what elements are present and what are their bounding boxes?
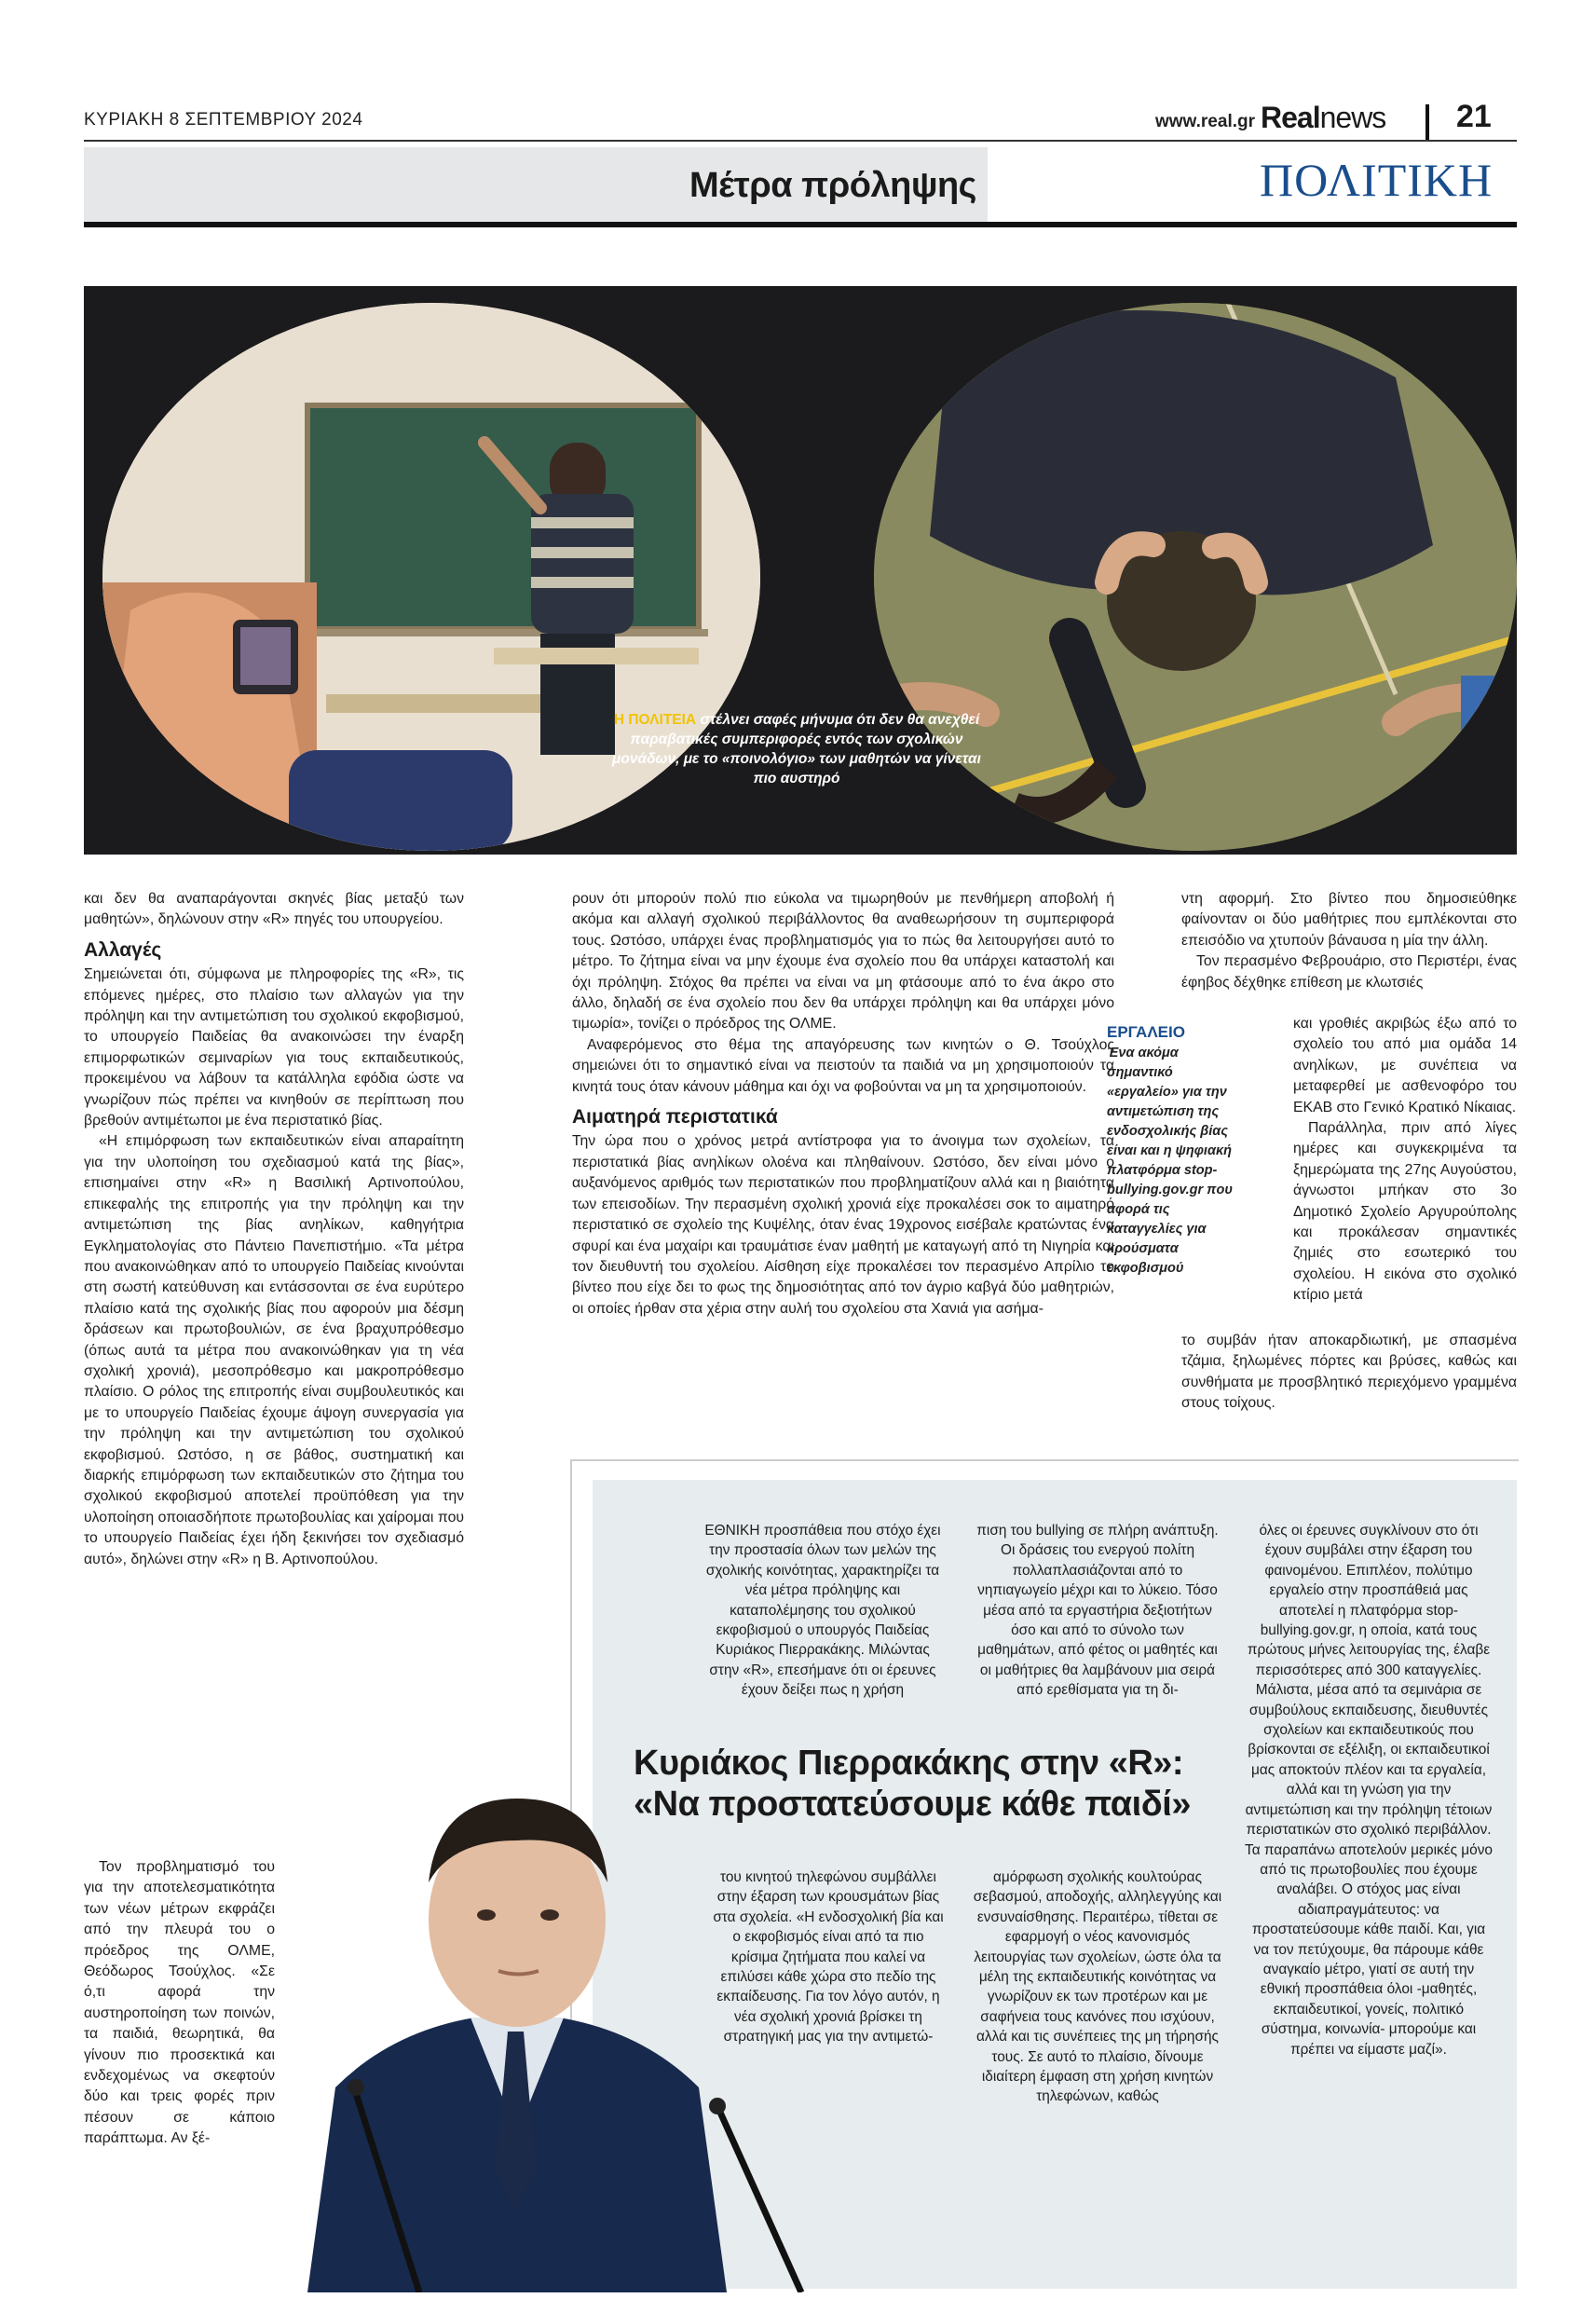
section-title: Μέτρα πρόληψης: [689, 166, 976, 205]
paragraph: του κινητού τηλεφώνου συμβάλλει στην έξαρση των κρουσμάτων βίας στα σχολεία. «Η ενδοσχολική βία και ο εκφοβισμός είναι από τα πιο κρίσιμα ζητήματα που καλεί να επιλύσει κάθε χώρα στο πεδίο της εκπαίδευσης. Για τον λόγο αυτόν, η νέα σχολική χρονιά βρίσκει τη στρατηγική μας για την αντιμετώ-: [713, 1869, 944, 2045]
brand-bold: Real: [1261, 101, 1320, 134]
header-rule: [84, 140, 1517, 142]
paragraph: Σημειώνεται ότι, σύμφωνα με πληροφορίες της «R», τις επόμενες ημέρες, στο πλαίσιο των αλλαγών για την πρόληψη και την αντιμετώπιση του σχολικού εκφοβισμού, το υπουργείο Παιδείας θα ανακοινώσει την έναρξη επιμορφωτικών σεμιναρίων για τους εκπαιδευτικούς, προκειμένου να λάβουν τα κατάλληλα εφόδια ώστε να γνωρίζουν πώς πρέπει να κινηθούν σε περίπτωση που βρεθούν αντιμέτωποι με ένα περιστατικό βίας.: [84, 966, 464, 1129]
paragraph: Αναφερόμενος στο θέμα της απαγόρευσης των κινητών ο Θ. Τσούχλος σημειώνει ότι το σημαντικό είναι να πειστούν τα παιδιά να μη χρησιμοποιούν τα κινητά τους όταν κάνουν μάθημα και όχι να φοβούνται να μη τα χρησιμοποιούν.: [572, 1036, 1114, 1095]
paragraph: ντη αφορμή. Στο βίντεο που δημοσιεύθηκε φαίνονταν οι δύο μαθήτριες που εμπλέκονται στο επεισόδιο να χτυπούν βάναυσα η μία την άλλη.: [1181, 891, 1517, 949]
interview-title-line2: «Να προστατεύσουμε κάθε παιδί»: [634, 1785, 1191, 1824]
header-divider: [1425, 104, 1429, 140]
caption-lead: Η ΠΟΛΙΤΕΙΑ: [613, 712, 697, 728]
header-thick-rule: [84, 222, 1517, 227]
paragraph: ρουν ότι μπορούν πολύ πιο εύκολα να τιμωρηθούν με πενθήμερη αποβολή ή ακόμα και αλλαγή σχολικού περιβάλλοντος θα αναθεωρήσουν τη συμπεριφορά τους. Ωστόσο, υπάρχει ένας προβληματισμός για το πώς θα λειτουργήσει αυτό το μέτρο. Το ζήτημα είναι να μην έχουμε ένα σχολείο που θα υπάρχει καταστολή και όχι πρόληψη. Στόχος θα πρέπει να είναι να μη φτάσουμε από το ένα άκρο στο άλλο, δηλαδή σε ένα σχολείο που δεν θα υπάρχει πρόληψη και θα υπάρχει μόνο τιμωρία», τονίζει ο πρόεδρος της ΟΛΜΕ.: [572, 891, 1114, 1033]
page-number: 21: [1456, 99, 1492, 134]
tool-sidebox: [1107, 1022, 1245, 1279]
caption-text: στέλνει σαφές μήνυμα ότι δεν θα ανεχθεί παραβατικές συμπεριφορές εντός των σχολικών μονάδων, με το «ποινολόγιο» των μαθητών να γίνεται πιο αυστηρό: [612, 712, 981, 787]
paragraph: Τον προβληματισμό του για την αποτελεσματικότητα των νέων μέτρων εκφράζει από την πλευρά του ο πρόεδρος της ΟΛΜΕ, Θεόδωρος Τσούχλος. «Σε ό,τι αφορά την αυστηροποίηση των ποινών, τα παιδιά, θεωρητικά, θα γίνουν πιο προσεκτικά και ενδεχομένως να σκεφτούν δύο και τρεις φορές πριν πέσουν σε κάποιο παράπτωμα. Αν ξέ-: [84, 1859, 275, 2147]
photo-caption: [610, 710, 983, 788]
paragraph: Την ώρα που ο χρόνος μετρά αντίστροφα για το άνοιγμα των σχολείων, τα περιστατικά βίας ανηλίκων ολοένα και πληθαίνουν. Ωστόσο, δεν είναι μόνο ο αυξανόμενος αριθμός των περιστατικών που προβληματίζουν αλλά και η βιαιότητα των επεισοδίων. Την περασμένη σχολική χρονιά είχε προκαλέσει σοκ το αιματηρό περιστατικό σε σχολείο της Κυψέλης, όταν ένας 19χρονος εισέβαλε κρατώντας ένα σφυρί και ένα μαχαίρι και τραυμάτισε έναν μαθητή με καταγωγή από τη Νιγηρία και τον διευθυντή του σχολείου. Αίσθηση είχε προκαλέσει τον περασμένο Απρίλιο το βίντεο που είχε δει το φως της δημοσιότητας από τον άγριο καβγά δύο μαθητριών, οι οποίες ήρθαν στα χέρια στην αυλή του σχολείου στα Χανιά για ασήμα-: [572, 1133, 1114, 1317]
paragraph: όλες οι έρευνες συγκλίνουν στο ότι έχουν συμβάλει στην έξαρση του φαινομένου. Επιπλέον, πολύτιμο εργαλείο στην προσπάθειά μας αποτελεί η πλατφόρμα stop-bullying.gov.gr, η οποία, κατά τους πρώτους μήνες λειτουργίας της, έλαβε περισσότερες από 300 καταγγελίες. Μάλιστα, μέσα από τα σεμινάρια σε συμβούλους εκπαιδευσης, διευθυντές σχολείων και εκπαιδευτικούς που βρίσκονται σε εξέλιξη, οι εκπαιδευτικοί μας αποκτούν πλέον και τα εργαλεία, αλλά και τη γνώση για την αντιμετώπιση και την πρόληψη τέτοιων περιστατικών στο σχολικό περιβάλλον. Τα παραπάνω αποτελούν μερικές μόνο από τις πρωτοβουλίες που έχουμε αναλάβει. Ο στόχος μας είναι αδιαπραγμάτευτος: να προστατεύσουμε κάθε παιδί. Και, για να τον πετύχουμε, θα πάρουμε κάθε αναγκαίο μέτρο, γιατί σε αυτή την εθνική προσπάθεια όλοι -μαθητές, εκπαιδευτικοί, γονείς, πολιτικό σύστημα, κοινωνία- μπορούμε και πρέπει να είμαστε μαζί».: [1245, 1523, 1493, 2058]
subheading-changes: Αλλαγές: [84, 938, 162, 961]
brand-logo: [1261, 101, 1385, 135]
interview-col-b-bottom: [973, 1867, 1222, 2107]
sidebox-title: ΕΡΓΑΛΕΙΟ: [1107, 1023, 1185, 1041]
paragraph: ΕΘΝΙΚΗ προσπάθεια που στόχο έχει την προστασία όλων των μελών της σχολικής κοινότητας, χαρακτηρίζει τα νέα μέτρα πρόληψης και καταπολέμησης του σχολικού εκφοβισμού ο υπουργός Παιδείας Κυριάκος Πιερρακάκης. Μιλώντας στην «R», επεσήμανε ότι οι έρευνες έχουν δείξει πως η χρήση: [704, 1523, 941, 1699]
minister-illustration: [280, 1649, 848, 2292]
article-column-3-mid: [1293, 1014, 1517, 1306]
paragraph: το συμβάν ήταν αποκαρδιωτική, με σπασμένα τζάμια, ξηλωμένες πόρτες και βρύσες, καθώς και συνθήματα με προσβλητικό περιεχόμενο γραμμένα στους τοίχους.: [1181, 1333, 1517, 1412]
paragraph: «Η επιμόρφωση των εκπαιδευτικών είναι απαραίτητη για την υλοποίηση του σχεδιασμού κατά της βίας», επισημαίνει στην «R» η Βασιλική Αρτινοπούλου, επικεφαλής της επιτροπής για την πρόληψη και την αντιμετώπιση της βίας ανηλίκων, καθηγήτρια Εγκληματολογίας στο Πάντειο Πανεπιστήμιο. «Τα μέτρα που ανακοινώθηκαν από το υπουργείο Παιδείας κινούνται στη σωστή κατεύθυνση και εντάσσονται σε ένα ευρύτερο πλαίσιο κατά της σχολικής βίας που αφορούν μια δέσμη δράσεων και πρωτοβουλιών, σε ένα βραχυπρόθεσμο (όπως αυτά τα μέτρα που ανακοινώθηκαν για τη νέα σχολική χρονιά), μεσοπρόθεσμο και μακροπρόθεσμο πλαίσιο. Ο ρόλος της επιτροπής είναι συμβουλευτικός και με το υπουργείο Παιδείας έχουμε άψογη συνεργασία για την πρόληψη και την αντιμετώπιση του σχολικού εκφοβισμού. Ωστόσο, η σε βάθος, συστηματική και διαρκής επιμόρφωση των εκπαιδευτικών στο ζήτημα του σχολικού εκφοβισμού αποτελεί προϋπόθεση για την υλοποίηση οποιασδήποτε πρωτοβουλίας και χαίρομαι που το υπουργείο Παιδείας έχει ήδη ξεκινήσει τον σχεδιασμό αυτό», δηλώνει στην «R» η Β. Αρτινοπούλου.: [84, 1133, 464, 1567]
brand-light: news: [1319, 101, 1386, 134]
paragraph: αμόρφωση σχολικής κουλτούρας σεβασμού, αποδοχής, αλληλεγγύης και ενσυναίσθησης. Περαιτέρω, τίθεται σε εφαρμογή ο νέος κανονισμός λειτουργίας των σχολείων, ώστε όλα τα μέλη της εκπαιδευτικής κοινότητας να γνωρίζουν εκ των προτέρων και με σαφήνεια τους κανόνες που ισχύουν, αλλά και τις συνέπειες της μη τήρησής τους. Σε αυτό το πλαίσιο, δίνουμε ιδιαίτερη έμφαση στη χρήση κινητών τηλεφώνων, καθώς: [973, 1869, 1222, 2105]
site-url[interactable]: www.real.gr: [1155, 112, 1255, 131]
paragraph: Παράλληλα, πριν από λίγες ημέρες και συγκεκριμένα τα ξημερώματα της 27ης Αυγούστου, άγνωστοι μπήκαν στο 3ο Δημοτικό Σχολείο Αργυρούπολης και προκάλεσαν σημαντικές ζημιές στο εσωτερικό του σχολείου. Η εικόνα στο σχολικό κτίριο μετά: [1293, 1120, 1517, 1304]
interview-col-b-top: [973, 1521, 1222, 1701]
article-column-3-tail: [1181, 1331, 1517, 1415]
article-column-1-tail: [84, 1857, 275, 2150]
category-title: ΠΟΛΙΤΙΚΗ: [1260, 154, 1494, 206]
minister-portrait: [280, 1649, 848, 2292]
subheading-bloody-incidents: Αιματηρά περιστατικά: [572, 1106, 778, 1129]
paragraph: πιση του bullying σε πλήρη ανάπτυξη. Οι δράσεις του ενεργού πολίτη πολλαπλασιάζονται από το νηπιαγωγείο μέχρι και το λύκειο. Τόσο μέσα από τα εργαστήρια δεξιοτήτων όσο και από το σύνολο των μαθημάτων, από φέτος οι μαθητές και οι μαθήτριες θα λαμβάνουν μια σειρά από ερεθίσματα για τη δι-: [976, 1523, 1219, 1699]
sidebox-text: Ένα ακόμα σημαντικό «εργαλείο» για την αντιμετώπιση της ενδοσχολικής βίας είναι και η ψηφιακή πλατφόρμα stop-bullying.gov.gr που αφορά τις καταγγελίες για κρούσματα εκφοβισμού: [1107, 1046, 1233, 1276]
article-column-3: [1181, 889, 1517, 993]
issue-date: ΚΥΡΙΑΚΗ 8 ΣΕΠΤΕΜΒΡΙΟΥ 2024: [84, 110, 363, 130]
paragraph: και δεν θα αναπαράγονται σκηνές βίας μεταξύ των μαθητών», δηλώνουν στην «R» πηγές του υπουργείου.: [84, 891, 464, 928]
interview-title-line1: Κυριάκος Πιερρακάκης στην «R»:: [634, 1744, 1184, 1783]
paragraph: και γροθιές ακριβώς έξω από το σχολείο του από μια ομάδα 14 ανηλίκων, με συνέπεια να μεταφερθεί με ασθενοφόρο του ΕΚΑΒ στο Γενικό Κρατικό Νίκαιας.: [1293, 1016, 1517, 1115]
interview-col-c: [1243, 1521, 1494, 2059]
article-column-2: [572, 889, 1114, 1320]
article-column-1: [84, 889, 464, 1570]
paragraph: Τον περασμένο Φεβρουάριο, στο Περιστέρι, ένας έφηβος δέχθηκε επίθεση με κλωτσιές: [1181, 953, 1517, 991]
